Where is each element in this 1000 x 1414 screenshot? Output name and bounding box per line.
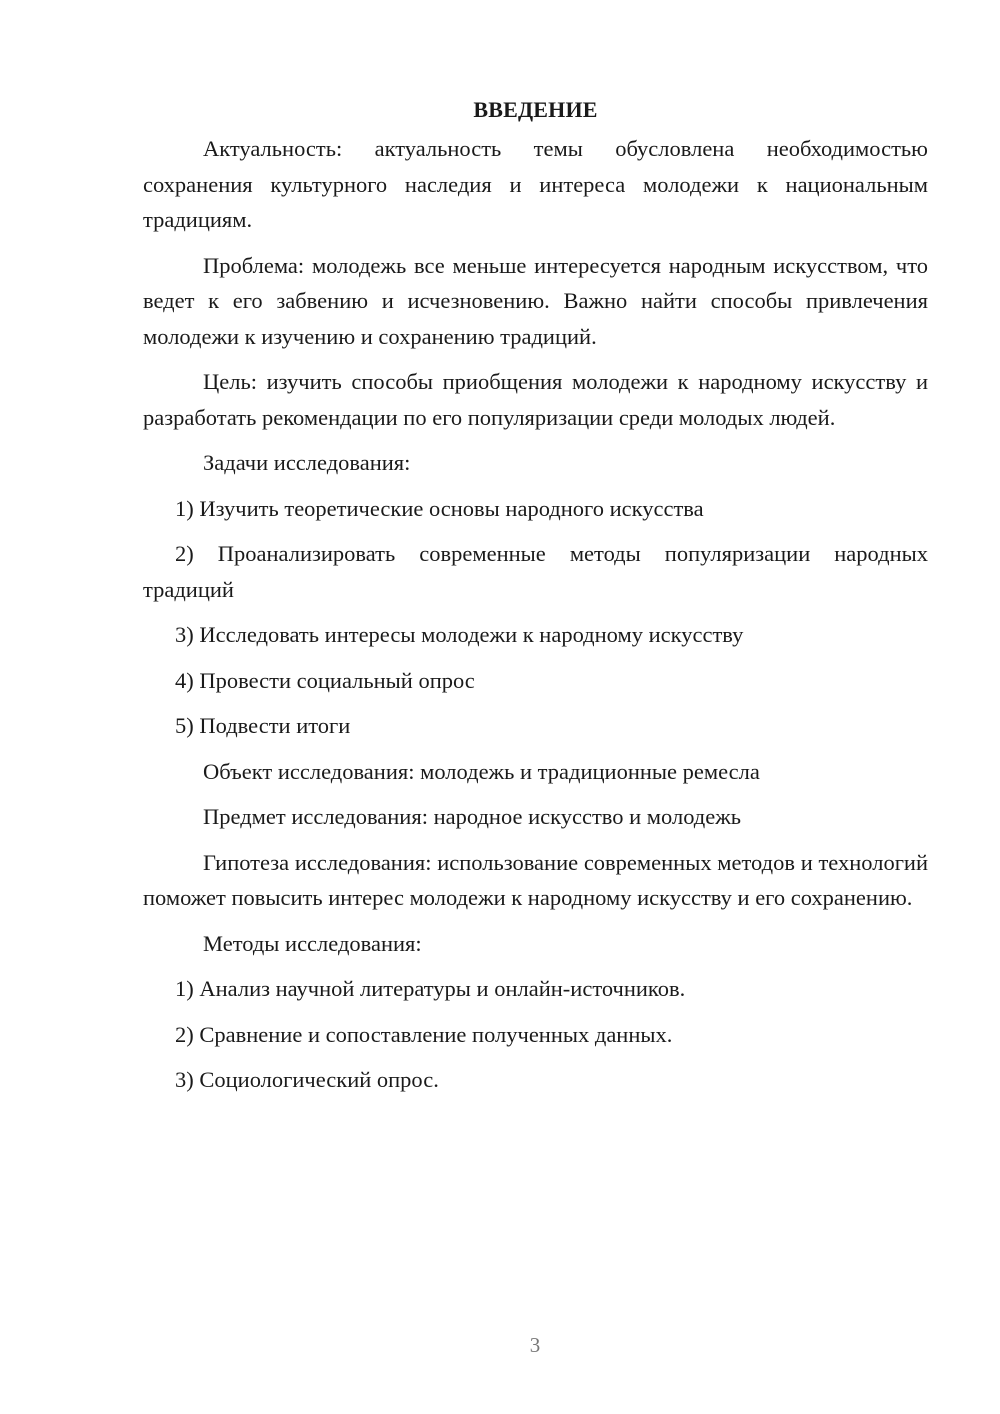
goal-paragraph: Цель: изучить способы приобщения молодежи к народному искусству и разработать рекомендации по его популяризации среди молодых людей. <box>143 369 928 430</box>
task-item: 4) Провести социальный опрос <box>175 667 475 693</box>
method-item: 3) Социологический опрос. <box>175 1067 439 1092</box>
task-item: 1) Изучить теоретические основы народного искусства <box>175 495 704 521</box>
page-title: ВВЕДЕНИЕ <box>473 97 598 122</box>
page-number: 3 <box>529 1333 541 1357</box>
task-item: 5) Подвести итоги <box>175 713 351 738</box>
problem-paragraph: Проблема: молодежь все меньше интересуется народным искусством, что ведет к его забвению и исчезновению. Важно найти способы привлечения молодежи к изучению и сохранению традиций. <box>143 252 928 349</box>
methods-title: Методы исследования: <box>203 930 422 956</box>
object-line: Объект исследования: молодежь и традиционные ремесла <box>203 758 760 784</box>
hypothesis-paragraph: Гипотеза исследования: использование современных методов и технологий поможет повысить интерес молодежи к народному искусству и его сохранению. <box>143 849 928 910</box>
relevance-paragraph: Актуальность: актуальность темы обусловлена необходимостью сохранения культурного наследия и интереса молодежи к национальным традициям. <box>143 136 928 232</box>
page-content <box>143 92 928 1108</box>
method-item: 2) Сравнение и сопоставление полученных данных. <box>175 1021 673 1047</box>
subject-line: Предмет исследования: народное искусство и молодежь <box>203 804 742 829</box>
task-item: 3) Исследовать интересы молодежи к народному искусству <box>175 622 744 647</box>
method-item: 1) Анализ научной литературы и онлайн-источников. <box>175 976 686 1001</box>
task-item: 2) Проанализировать современные методы популяризации народных традиций <box>143 541 928 602</box>
tasks-title: Задачи исследования: <box>203 450 411 475</box>
